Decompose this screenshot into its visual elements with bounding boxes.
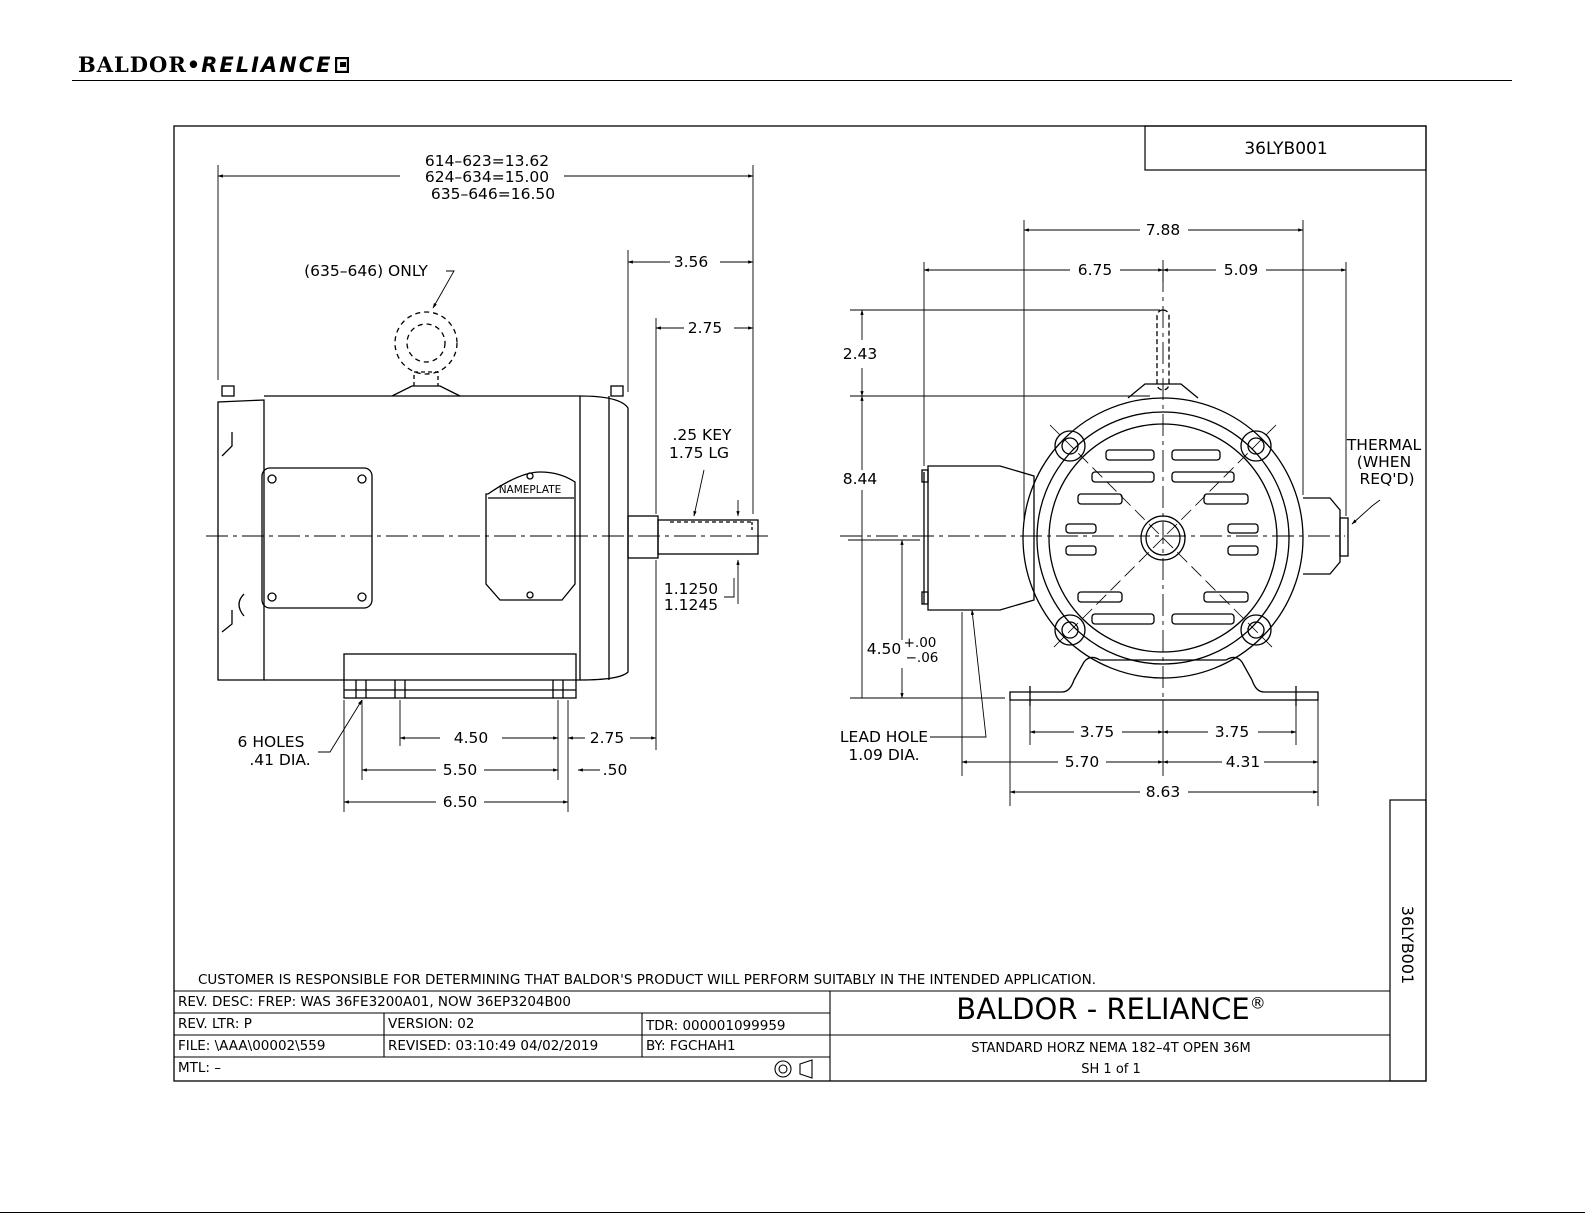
logo-baldor: BALDOR [78,52,187,77]
dim-4-31: 4.31 [1225,753,1261,771]
shaft [658,520,758,554]
disclaimer: CUSTOMER IS RESPONSIBLE FOR DETERMINING THAT BALDOR'S PRODUCT WILL PERFORM SUITABLY IN THE INTENDED APPLICATION. [198,972,1096,988]
eyebolt-base [392,386,460,396]
dim-6-50: 6.50 [442,793,478,811]
holes-note-1: 6 HOLES [237,733,305,751]
dim-6-75: 6.75 [1077,261,1113,279]
company-title [832,992,1390,1026]
dim-4-50: 4.50 [453,729,489,747]
tolerance-plus: +.00 [903,635,937,651]
holes-note-2: .41 DIA. [249,751,311,769]
dim-3-75-left: 3.75 [1079,723,1115,741]
dim-5-70: 5.70 [1064,753,1100,771]
shaft-dia-1: 1.1250 [663,580,719,598]
tolerance-minus: −.06 [905,650,939,666]
dim-0-50: .50 [602,761,628,779]
dim-7-88: 7.88 [1145,221,1181,239]
page-bottom-rule [0,1212,1585,1213]
lead-hole-note-2: 1.09 DIA. [848,746,920,764]
motor-frame [264,396,580,680]
dim-3-75-right: 3.75 [1214,723,1250,741]
registered-mark: ® [1249,993,1266,1013]
projection-symbol-icon [775,1060,812,1078]
revised-date: REVISED: 03:10:49 04/02/2019 [388,1038,599,1054]
overall-length-3: 635–646=16.50 [430,185,556,203]
shaft-dia-2: 1.1245 [663,596,719,614]
file-path: FILE: \AAA\00002\559 [178,1038,326,1054]
eyebolt-note: (635–646) ONLY [304,262,428,280]
key-note-1: .25 KEY [672,426,732,444]
side-view [206,312,770,698]
key-note-2: 1.75 LG [668,444,730,462]
nameplate-label: NAMEPLATE [498,484,562,496]
dim-8-63: 8.63 [1145,783,1181,801]
logo-dot: • [186,52,202,77]
drawing-number-top: 36LYB001 [1244,139,1328,159]
shaft-collar [628,516,658,558]
dim-4-50-base: 4.50 [866,640,902,658]
side-foot [344,654,576,698]
material: MTL: – [178,1060,222,1076]
side-labels [238,152,732,811]
thermal-note-2: (WHEN [1356,453,1412,471]
dim-2-43: 2.43 [842,345,878,363]
dim-5-50: 5.50 [442,761,478,779]
end-labels [840,221,1422,801]
conduit-box [928,466,1034,610]
rear-endbell [218,400,264,680]
tdr: TDR: 000001099959 [646,1018,786,1034]
dim-3-56: 3.56 [673,253,709,271]
conduit-plate [262,468,372,608]
front-endbell [580,396,628,680]
drawing-number-side: 36LYB001 [1398,905,1417,985]
overall-length-2: 624–634=15.00 [424,168,550,186]
vent-slots [1066,450,1258,624]
motor-description: STANDARD HORZ NEMA 182–4T OPEN 36M [971,1041,1251,1056]
dim-2-75-top: 2.75 [687,319,723,337]
logo-reliance: RELIANCE [201,53,333,77]
overall-length-1: 614–623=13.62 [424,152,550,170]
dim-8-44: 8.44 [842,470,878,488]
company-name: BALDOR - RELIANCE [956,992,1250,1026]
rev-desc: REV. DESC: FREP: WAS 36FE3200A01, NOW 36EP3204B00 [178,994,571,1010]
eyebolt-ring [395,312,457,374]
thermal-note-1: THERMAL [1346,436,1422,454]
rev-ltr: REV. LTR: P [178,1016,252,1032]
thermal-note-3: REQ'D) [1359,470,1415,488]
dim-2-75-bottom: 2.75 [589,729,625,747]
lead-hole-note-1: LEAD HOLE [839,728,929,746]
drawn-by: BY: FGCHAH1 [646,1038,736,1054]
version: VERSION: 02 [388,1016,475,1032]
dim-5-09: 5.09 [1223,261,1259,279]
sheet-number: SH 1 of 1 [1081,1062,1141,1077]
